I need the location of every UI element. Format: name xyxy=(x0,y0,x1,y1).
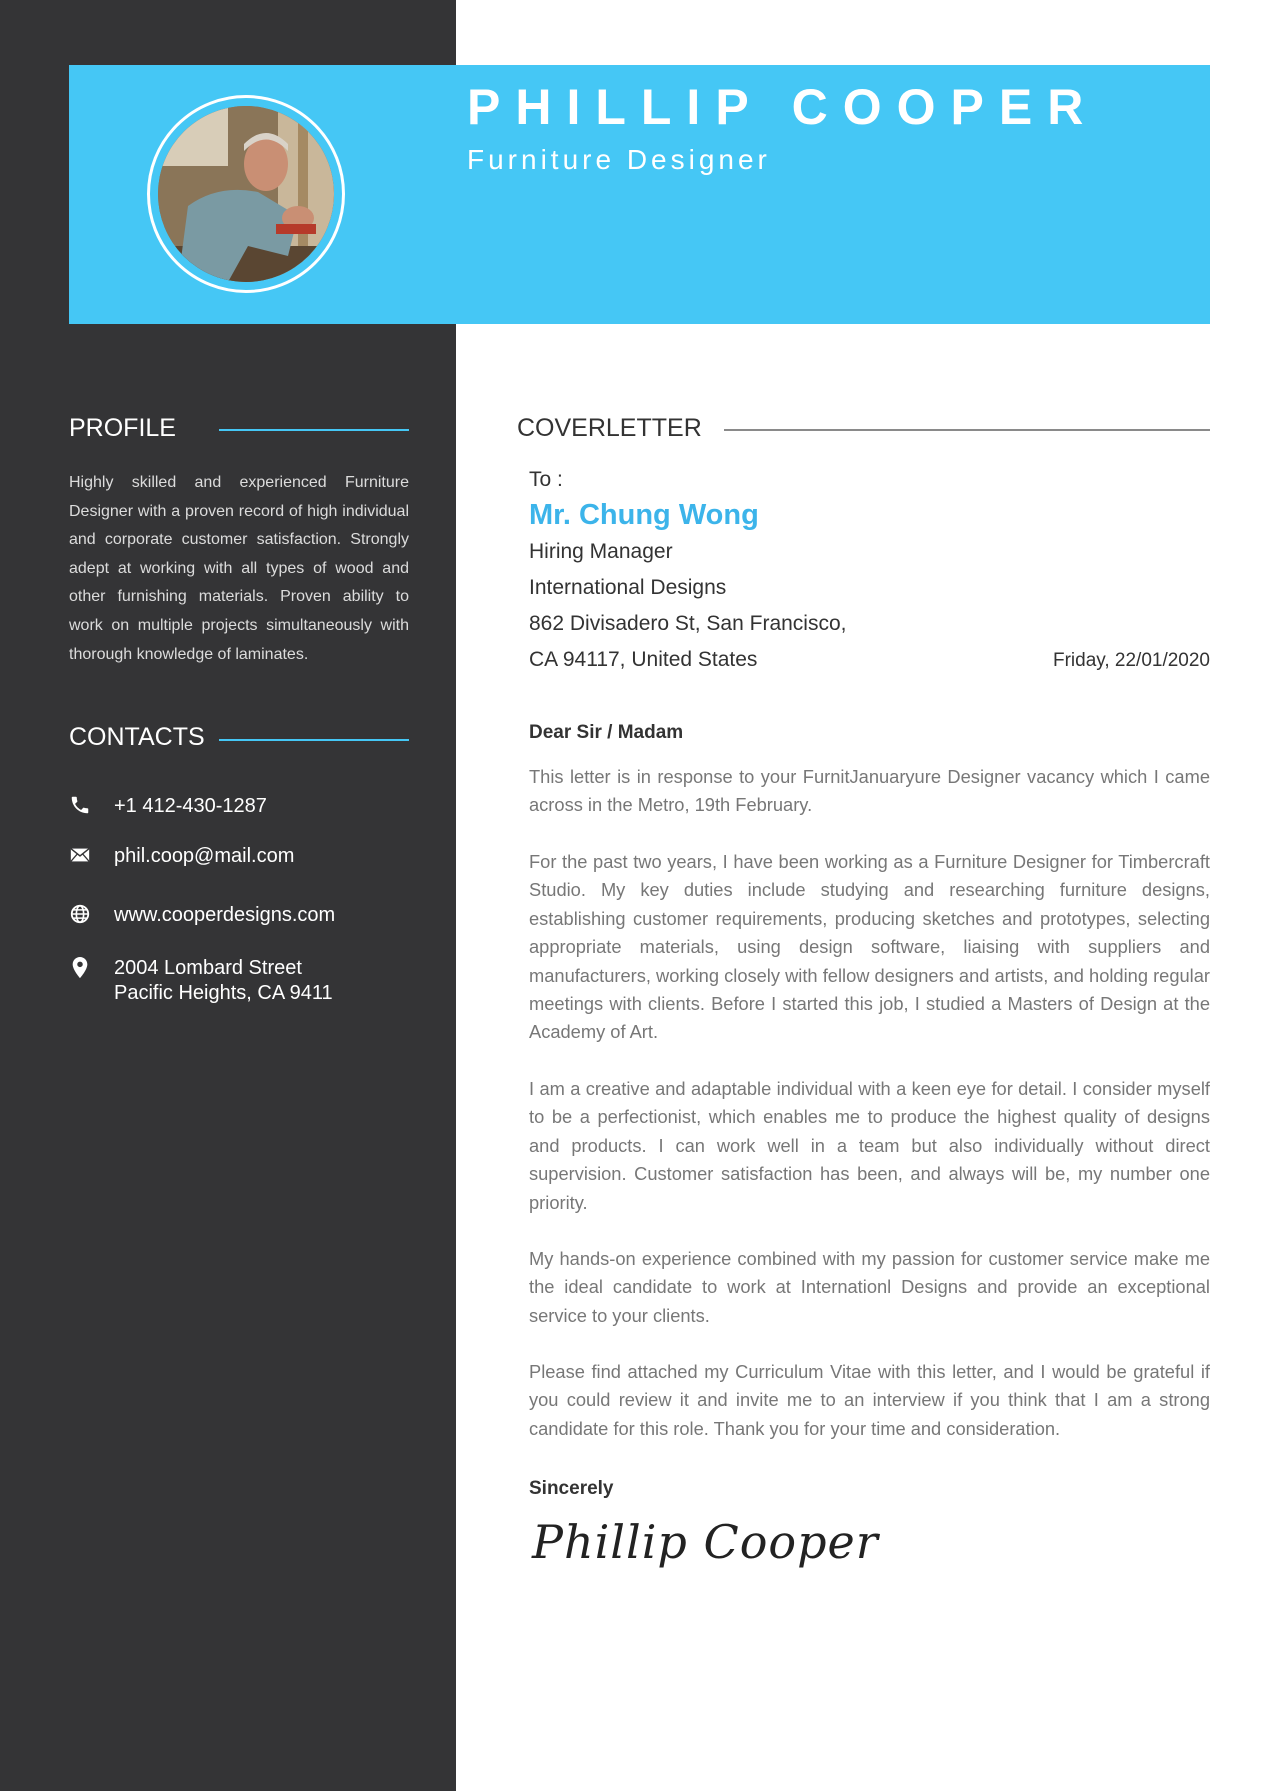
contact-email-text: phil.coop@mail.com xyxy=(114,845,295,867)
mail-icon xyxy=(69,844,91,866)
greeting: Dear Sir / Madam xyxy=(529,722,684,743)
recipient-address-line2: CA 94117, United States xyxy=(529,648,758,671)
contacts-rule xyxy=(219,739,409,741)
recipient-name: Mr. Chung Wong xyxy=(529,499,759,531)
location-pin-icon xyxy=(69,956,91,978)
paragraph-3: I am a creative and adaptable individual with a keen eye for detail. I consider myself to be a perfectionist, which enables me to produce the highest quality of designs and products. I can work well in a team but also individually without direct supervision. Customer satisfaction has been, and always will be, my number one priority. xyxy=(529,1078,1210,1213)
phone-icon xyxy=(69,794,91,816)
recipient-address-line1: 862 Divisadero St, San Francisco, xyxy=(529,612,847,635)
profile-rule xyxy=(219,429,409,431)
contact-phone-text: +1 412-430-1287 xyxy=(114,795,267,817)
coverletter-rule xyxy=(724,429,1210,431)
letter-date: Friday, 22/01/2020 xyxy=(1052,650,1210,671)
globe-icon xyxy=(69,903,91,925)
signature: Phillip Cooper xyxy=(532,1515,879,1569)
contact-address-line2: Pacific Heights, CA 9411 xyxy=(114,982,333,1004)
profile-photo-frame xyxy=(147,95,345,293)
paragraph-2: For the past two years, I have been working as a Furniture Designer for Timbercraft Studio. My key duties include studying and researching furniture designs, establishing customer requirements, producing sketches and prototypes, selecting appropriate materials, using design software, liaising with suppliers and manufacturers, working closely with fellow designers and artists, and holding regular meetings with clients. Before I started this job, I studied a Masters of Design at the Academy of Art. xyxy=(529,851,1210,1043)
candidate-name: PHILLIP COOPER xyxy=(467,79,1099,135)
paragraph-4: My hands-on experience combined with my passion for customer service make me the ideal candidate to work at Internationl Designs and provide an exceptional service to your clients. xyxy=(529,1248,1210,1326)
contacts-heading: CONTACTS xyxy=(69,723,205,751)
candidate-title: Furniture Designer xyxy=(467,144,771,175)
profile-photo xyxy=(158,106,334,282)
profile-heading: PROFILE xyxy=(69,414,176,442)
contact-website-text: www.cooperdesigns.com xyxy=(114,904,336,926)
recipient-company: International Designs xyxy=(529,576,727,599)
profile-text: Highly skilled and experienced Furniture Designer with a proven record of high individual and corporate customer satisfaction. Strongly adept at working with all types of wood and other furnishing materials. Proven ability to work on multiple projects simultaneously with thorough knowledge of laminates. xyxy=(69,474,409,663)
paragraph-5: Please find attached my Curriculum Vitae with this letter, and I would be grateful if you could review it and invite me to an interview if you think that I am a strong candidate for this role. Thank you for your time and consideration. xyxy=(529,1361,1210,1439)
contact-address-line1: 2004 Lombard Street xyxy=(114,957,302,979)
paragraph-1: This letter is in response to your FurnitJanuaryure Designer vacancy which I came across in the Metro, 19th February. xyxy=(529,766,1210,816)
coverletter-heading: COVERLETTER xyxy=(517,414,702,442)
closing: Sincerely xyxy=(529,1478,614,1499)
to-label: To : xyxy=(529,468,563,491)
recipient-role: Hiring Manager xyxy=(529,540,673,563)
